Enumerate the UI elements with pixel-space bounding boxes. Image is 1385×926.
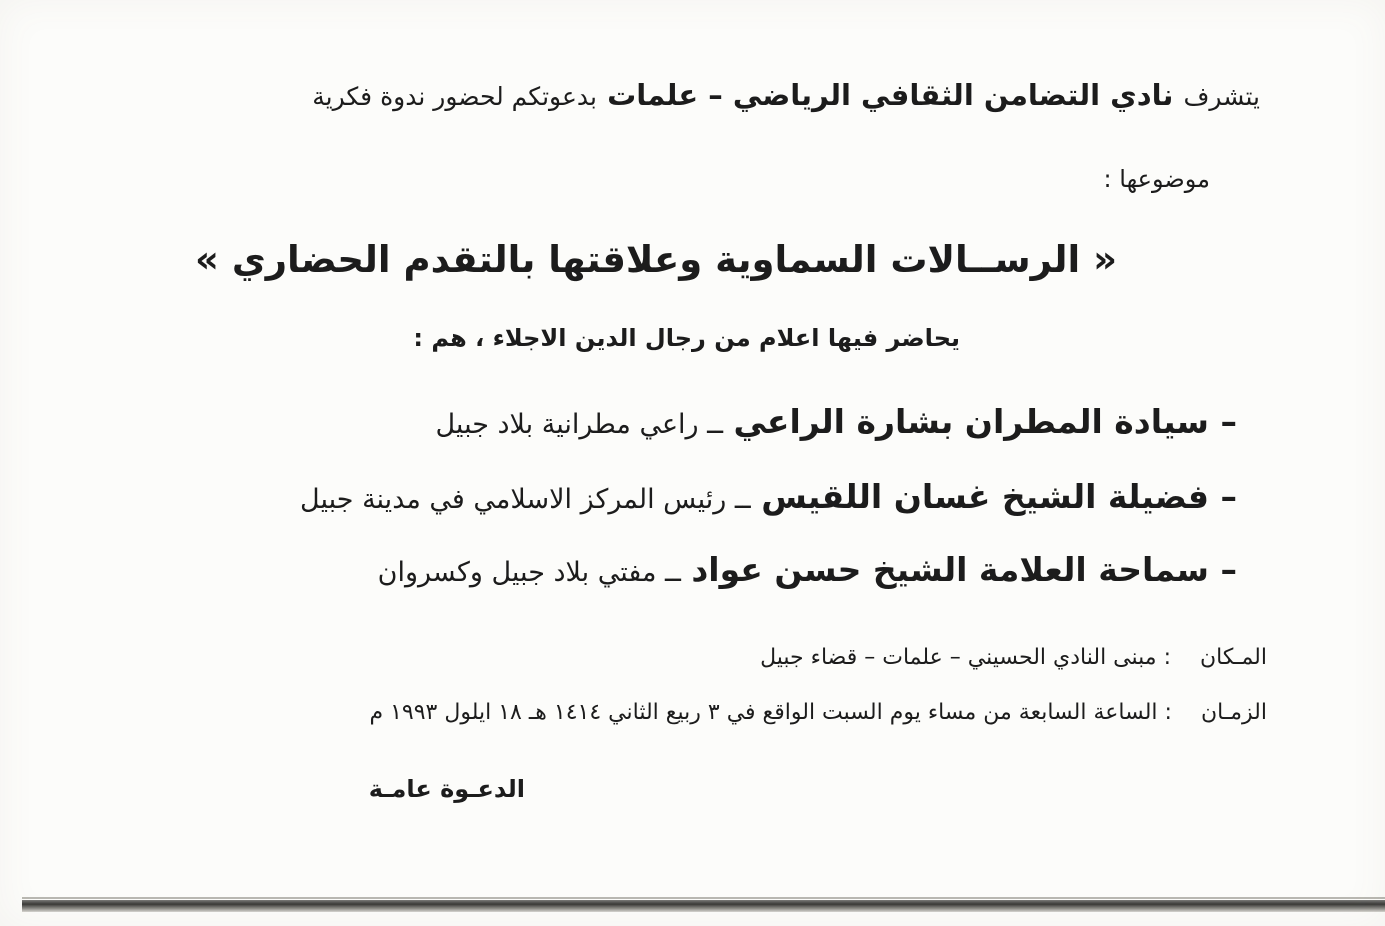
speaker-item xyxy=(378,550,1237,589)
lecturers-intro: يحاضر فيها اعلام من رجال الدين الاجلاء ، هم : xyxy=(413,324,960,352)
club-name: نادي التضامن الثقافي الرياضي – علمات xyxy=(607,78,1174,112)
speaker-role: ــ رئيس المركز الاسلامي في مدينة جبيل xyxy=(300,484,751,515)
place-value: : مبنى النادي الحسيني – علمات – قضاء جبيل xyxy=(760,645,1171,670)
speaker-item xyxy=(300,477,1237,516)
event-time xyxy=(369,700,1267,725)
speaker-name: – فضيلة الشيخ غسان اللقيس xyxy=(761,477,1237,516)
intro-tail: بدعوتكم لحضور ندوة فكرية xyxy=(312,82,597,111)
speaker-role: ــ مفتي بلاد جبيل وكسروان xyxy=(377,557,681,588)
card-bottom-edge xyxy=(22,900,1385,912)
event-place xyxy=(760,645,1267,670)
speaker-name: – سماحة العلامة الشيخ حسن عواد xyxy=(691,550,1237,589)
time-label: الزمـان xyxy=(1200,700,1267,725)
place-label: المـكان xyxy=(1200,645,1267,670)
invitation-intro xyxy=(312,78,1260,112)
subject-label: موضوعها : xyxy=(1103,165,1210,193)
card-edge-rule xyxy=(22,897,1385,899)
speaker-role: ــ راعي مطرانية بلاد جبيل xyxy=(435,409,724,440)
speaker-name: – سيادة المطران بشارة الراعي xyxy=(733,402,1237,441)
symposium-topic: « الرســالات السماوية وعلاقتها بالتقدم الحضاري » xyxy=(195,238,1117,281)
public-invitation-note: الدعـوة عامـة xyxy=(368,775,525,803)
intro-lead: يتشرف xyxy=(1183,82,1260,111)
speaker-item xyxy=(435,402,1237,441)
time-value: : الساعة السابعة من مساء يوم السبت الواقع في ٣ ربيع الثاني ١٤١٤ هـ ١٨ ايلول ١٩٩٣ م xyxy=(369,700,1172,725)
